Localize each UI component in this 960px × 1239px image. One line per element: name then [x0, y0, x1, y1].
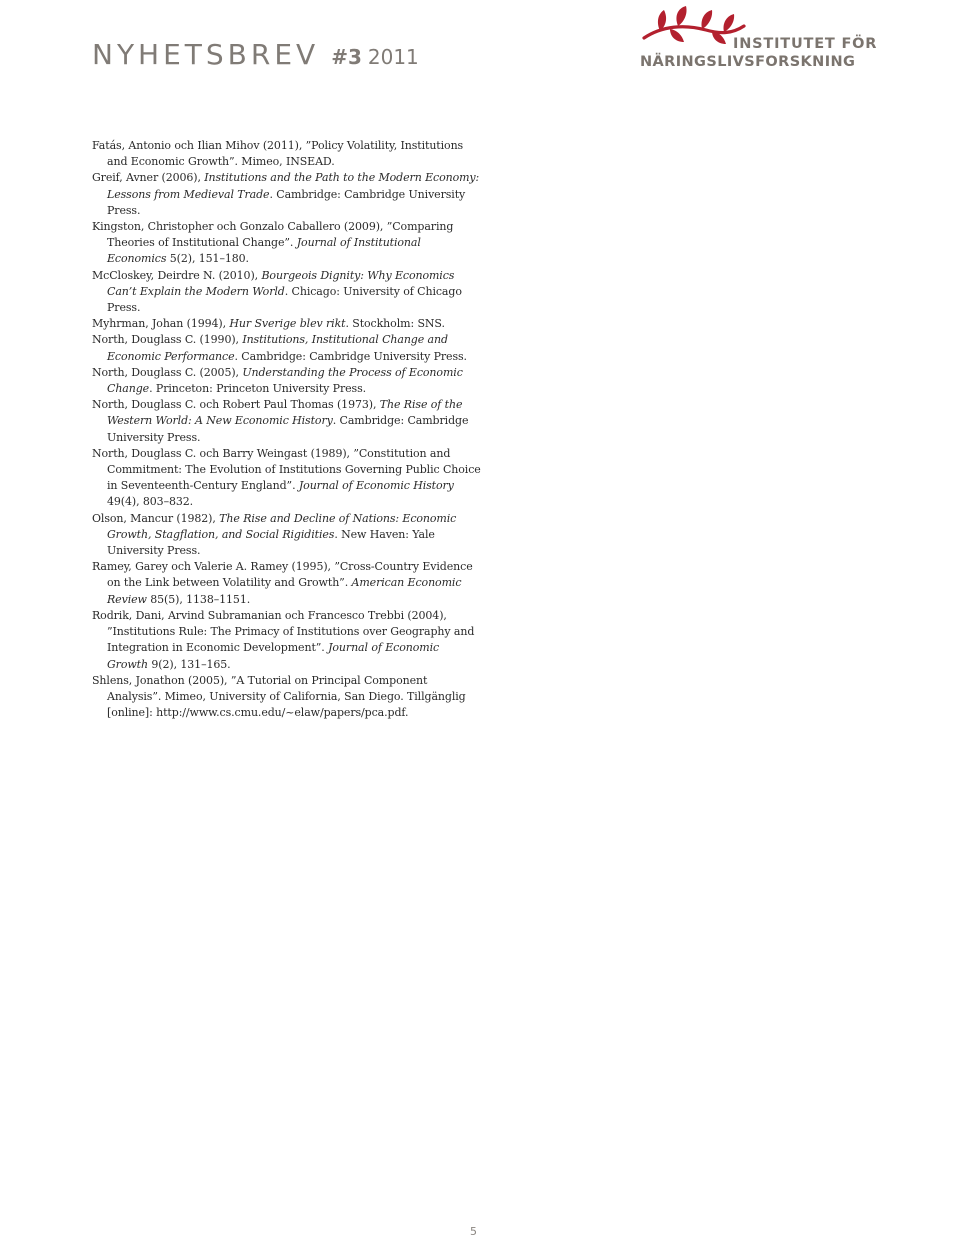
logo-line-1: INSTITUTET FÖR: [733, 36, 878, 52]
reference-entry: [92, 138, 482, 170]
reference-list: [92, 138, 482, 721]
logo-line-2: NÄRINGSLIVSFORSKNING: [640, 54, 856, 70]
reference-entry: [92, 365, 482, 397]
reference-title: Journal of Economic History: [298, 479, 454, 493]
reference-text: Fatás, Antonio och Ilian Mihov (2011), ”Policy Volatility, Institutions and Economic Growth”. Mimeo, INSEAD.: [92, 139, 464, 169]
reference-text: North, Douglass C. (1990),: [92, 333, 243, 347]
reference-title: Institutions, Institutional Change and Economic Performance: [107, 333, 448, 363]
reference-title: Understanding the Process of Economic Change: [107, 365, 463, 396]
reference-text: Greif, Avner (2006),: [92, 171, 205, 185]
newsletter-masthead: [92, 38, 419, 78]
reference-entry: [92, 268, 482, 317]
reference-text: . Princeton: Princeton University Press.: [149, 382, 367, 396]
reference-text: . Stockholm: SNS.: [345, 317, 445, 331]
reference-text: . New Haven: Yale University Press.: [107, 527, 435, 558]
reference-entry: [92, 446, 482, 511]
reference-text: 5(2), 151–180.: [166, 252, 249, 266]
reference-title: Journal of Economic Growth: [107, 641, 440, 671]
reference-entry: [92, 608, 482, 673]
reference-text: 85(5), 1138–1151.: [146, 592, 251, 606]
reference-text: . Chicago: University of Chicago Press.: [107, 284, 462, 315]
newsletter-title: NYHETSBREV: [92, 38, 320, 71]
reference-text: Kingston, Christopher och Gonzalo Caballero (2009), ”Comparing Theories of Institutional Change”.: [92, 220, 454, 250]
reference-text: 49(4), 803–832.: [107, 495, 194, 509]
institute-logo: [638, 4, 878, 74]
reference-entry: [92, 316, 482, 332]
reference-text: 9(2), 131–165.: [148, 657, 231, 671]
issue-year: 2011: [367, 45, 419, 69]
reference-entry: [92, 559, 482, 608]
reference-entry: [92, 673, 482, 722]
reference-text: Olson, Mancur (1982),: [92, 511, 220, 525]
reference-text: . Cambridge: Cambridge University Press.: [107, 414, 469, 444]
reference-text: Myhrman, Johan (1994),: [92, 317, 230, 331]
reference-title: Institutions and the Path to the Modern Economy: Lessons from Medieval Trade: [107, 171, 480, 201]
reference-entry: [92, 397, 482, 446]
reference-text: North, Douglass C. och Robert Paul Thomas (1973),: [92, 398, 380, 412]
reference-title: The Rise and Decline of Nations: Economic Growth, Stagflation, and Social Rigidities: [107, 511, 457, 541]
reference-entry: [92, 170, 482, 219]
reference-title: American Economic Review: [107, 576, 462, 606]
reference-text: Shlens, Jonathon (2005), ”A Tutorial on Principal Component Analysis”. Mimeo, University of California, San Diego. Tillgänglig [online]: http://www.cs.cmu.edu/~elaw/papers/pca.pdf.: [92, 673, 466, 720]
reference-text: . Cambridge: Cambridge University Press.: [234, 349, 467, 363]
reference-title: Journal of Institutional Economics: [107, 236, 421, 266]
reference-text: Rodrik, Dani, Arvind Subramanian och Francesco Trebbi (2004), ”Institutions Rule: The Primacy of Institutions over Geography and Integration in Economic Development”.: [92, 608, 475, 655]
reference-text: Ramey, Garey och Valerie A. Ramey (1995), ”Cross-Country Evidence on the Link between Volatility and Growth”.: [92, 560, 473, 590]
reference-entry: [92, 332, 482, 364]
reference-text: North, Douglass C. och Barry Weingast (1989), ”Constitution and Commitment: The Evolution of Institutions Governing Public Choice in Seventeenth-Century England”.: [92, 446, 481, 493]
issue-number: #3: [331, 45, 362, 69]
page-number: 5: [470, 1225, 477, 1238]
reference-text: . Cambridge: Cambridge University Press.: [107, 187, 466, 217]
reference-text: North, Douglass C. (2005),: [92, 365, 243, 379]
reference-title: Hur Sverige blev rikt: [229, 317, 346, 331]
reference-text: McCloskey, Deirdre N. (2010),: [92, 268, 262, 282]
reference-title: Bourgeois Dignity: Why Economics Can’t Explain the Modern World: [107, 268, 455, 298]
reference-entry: [92, 511, 482, 560]
reference-title: The Rise of the Western World: A New Economic History: [107, 398, 463, 428]
reference-entry: [92, 219, 482, 268]
